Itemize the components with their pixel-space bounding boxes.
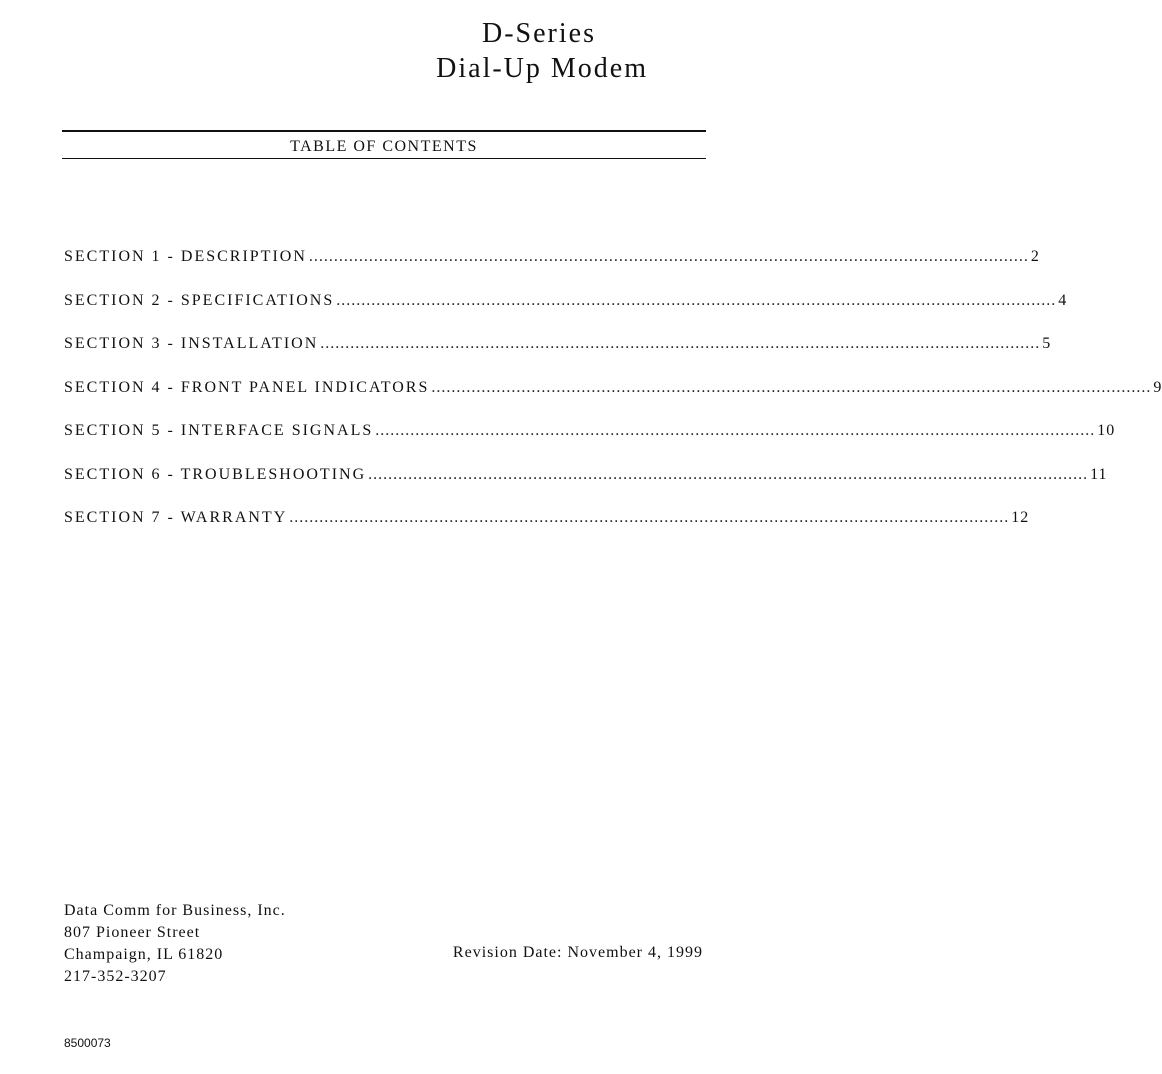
toc-entry-label: SECTION 6 - TROUBLESHOOTING [64, 465, 367, 483]
toc-entry-page: 2 [1030, 248, 1040, 265]
toc-entry-page: 9 [1153, 378, 1162, 396]
company-name: Data Comm for Business, Inc. [64, 902, 286, 919]
title-line-1: D-Series [482, 18, 596, 49]
toc-entry-label: SECTION 3 - INSTALLATION [64, 335, 319, 352]
heading-rule-top [62, 130, 706, 132]
toc-entry-5[interactable] [64, 422, 1116, 466]
toc-leader-dots: ................................................................................................................................................ [289, 509, 1010, 526]
toc-entry-4[interactable] [64, 378, 1162, 423]
toc-leader-dots: ................................................................................................................................................ [368, 465, 1089, 483]
company-phone: 217-352-3207 [64, 968, 167, 985]
toc-entry-page: 10 [1097, 422, 1116, 439]
toc-entry-label: SECTION 4 - FRONT PANEL INDICATORS [64, 378, 430, 396]
toc-entry-page: 5 [1042, 335, 1052, 352]
toc-entry-label: SECTION 5 - INTERFACE SIGNALS [64, 422, 374, 439]
document-number: 8500073 [64, 1036, 111, 1050]
toc-leader-dots: ................................................................................................................................................ [308, 248, 1029, 265]
toc-leader-dots: ................................................................................................................................................ [431, 378, 1152, 396]
toc-entry-page: 11 [1090, 465, 1108, 483]
company-address [64, 900, 286, 988]
toc-entry-3[interactable] [64, 335, 1052, 379]
toc-entry-label: SECTION 2 - SPECIFICATIONS [64, 291, 335, 309]
toc-leader-dots: ................................................................................................................................................ [320, 335, 1041, 352]
toc-entry-label: SECTION 7 - WARRANTY [64, 509, 288, 526]
toc-entry-6[interactable] [64, 465, 1108, 510]
toc-entry-2[interactable] [64, 291, 1068, 336]
company-street: 807 Pioneer Street [64, 924, 201, 941]
toc-entry-page: 12 [1011, 509, 1030, 526]
toc-entry-7[interactable] [64, 509, 1030, 553]
toc-entry-1[interactable] [64, 248, 1040, 292]
toc-entry-label: SECTION 1 - DESCRIPTION [64, 248, 307, 265]
revision-date: Revision Date: November 4, 1999 [452, 944, 703, 961]
toc-heading: TABLE OF CONTENTS [290, 138, 478, 155]
title-line-2: Dial-Up Modem [436, 53, 648, 84]
toc-list [64, 248, 1162, 553]
toc-leader-dots: ................................................................................................................................................ [375, 422, 1096, 439]
company-city: Champaign, IL 61820 [64, 946, 224, 963]
toc-leader-dots: ................................................................................................................................................ [336, 291, 1057, 309]
heading-rule-bottom [62, 158, 706, 159]
toc-entry-page: 4 [1058, 291, 1068, 309]
